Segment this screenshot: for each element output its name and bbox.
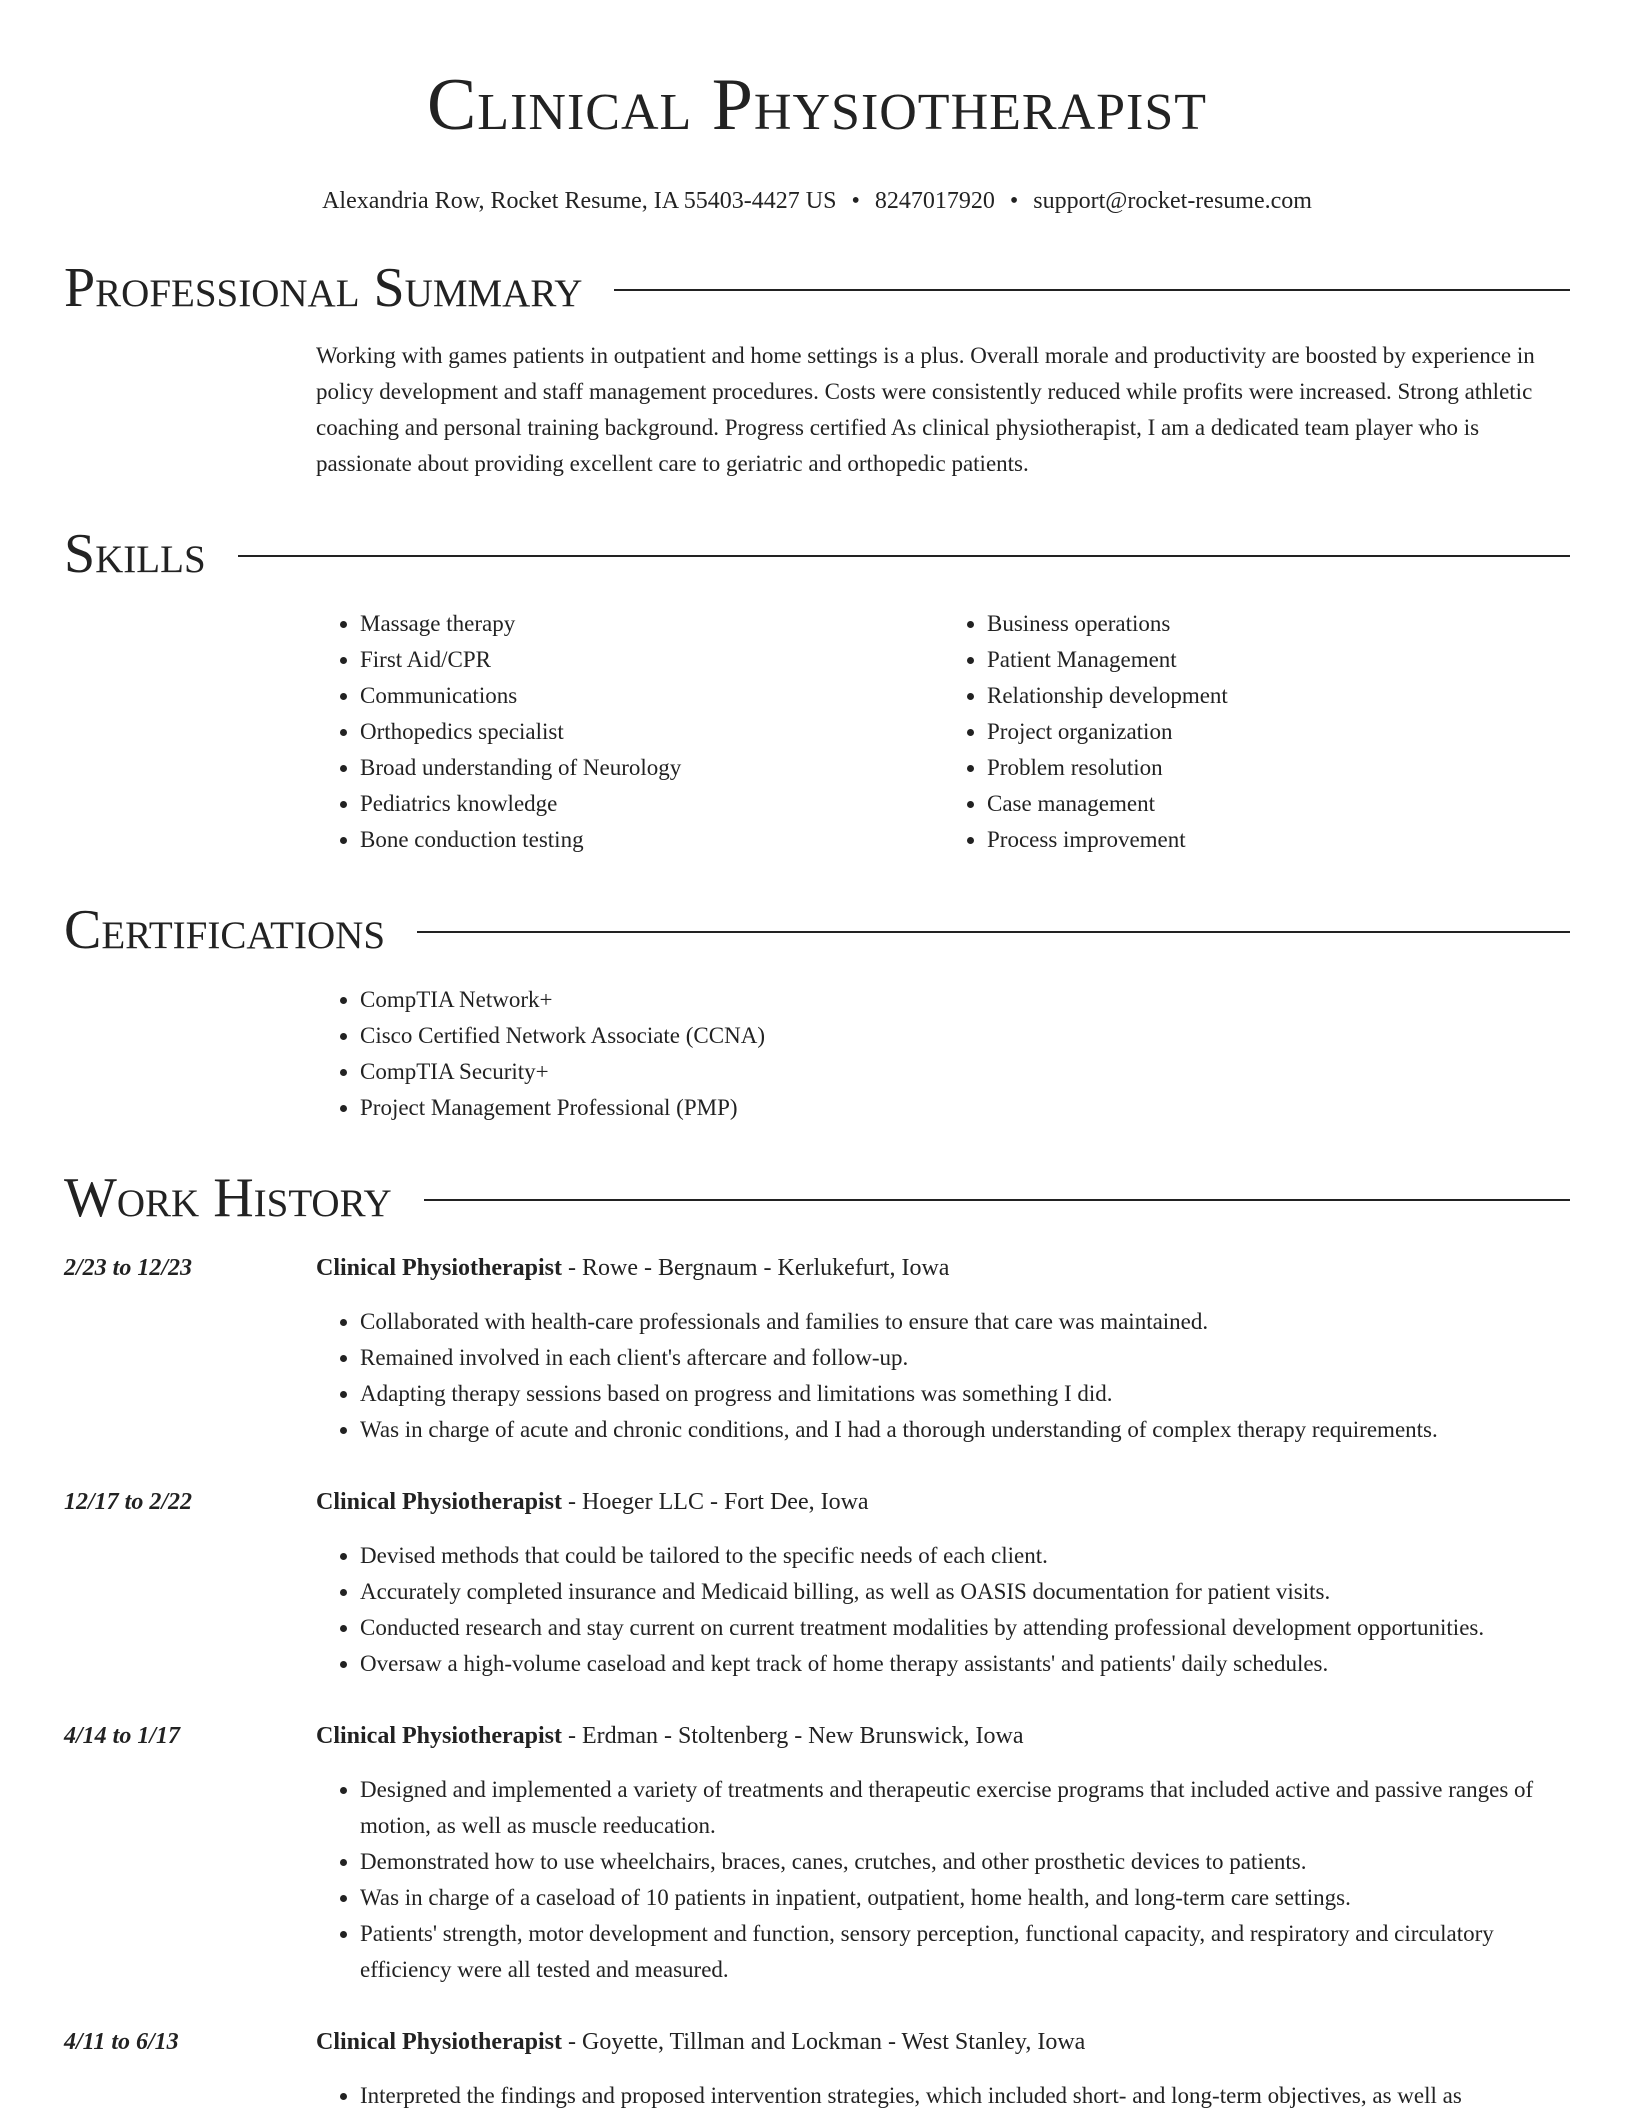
certifications-heading: Certifications [64,899,386,961]
contact-line [64,186,1570,216]
skill-item: • Business operations [987,606,1570,642]
certifications-list [316,982,1570,1126]
job-entry [64,1250,1570,1448]
job-bullets [316,2078,1570,2114]
job-dates: 4/11 to 6/13 [64,2029,179,2055]
section-divider [614,289,1570,291]
job-bullets [316,1304,1570,1448]
job-title-line [316,2024,1570,2060]
section-divider [417,931,1570,933]
certification-item: • CompTIA Network+ [360,982,1570,1018]
job-bullet: • Devised methods that could be tailored to the specific needs of each client. [360,1538,1570,1574]
certifications-section-header [64,900,1570,960]
job-details [316,1718,1570,1988]
job-dates: 12/17 to 2/22 [64,1489,193,1515]
job-bullets [316,1538,1570,1682]
work-history-heading: Work History [64,1167,392,1229]
skills-list-right [943,606,1570,858]
job-title-line [316,1484,1570,1520]
job-title-line [316,1250,1570,1286]
job-bullet: • Adapting therapy sessions based on progress and limitations was something I did. [360,1376,1570,1412]
job-company: - Erdman - Stoltenberg - New Brunswick, Iowa [562,1723,1024,1749]
job-details [316,1250,1570,1448]
skill-item: • Case management [987,786,1570,822]
job-bullet: • Remained involved in each client's aftercare and follow-up. [360,1340,1570,1376]
job-company: - Hoeger LLC - Fort Dee, Iowa [562,1489,869,1515]
job-bullet: • Oversaw a high-volume caseload and kept track of home therapy assistants' and patients' daily schedules. [360,1646,1570,1682]
certification-item: • CompTIA Security+ [360,1054,1570,1090]
contact-separator: • [851,188,860,214]
job-entry [64,2024,1570,2114]
summary-section [316,338,1570,482]
job-company: - Rowe - Bergnaum - Kerlukefurt, Iowa [562,1255,950,1281]
job-bullet: • Was in charge of a caseload of 10 patients in inpatient, outpatient, home health, and long-term care settings. [360,1880,1570,1916]
skill-item: • First Aid/CPR [360,642,943,678]
job-title: Clinical Physiotherapist [316,1255,563,1281]
skills-list-left [316,606,943,858]
job-details [316,1484,1570,1682]
section-divider [424,1199,1570,1201]
job-entry [64,1484,1570,1682]
contact-separator: • [1009,188,1019,214]
skills-heading: Skills [64,523,206,585]
summary-heading: Professional Summary [64,257,583,319]
skill-item: • Communications [360,678,943,714]
skill-item: • Process improvement [987,822,1570,858]
skill-item: • Project organization [987,714,1570,750]
job-title: Clinical Physiotherapist [316,1723,563,1749]
job-bullet: • Accurately completed insurance and Medicaid billing, as well as OASIS documentation for patient visits. [360,1574,1570,1610]
job-bullet: • Demonstrated how to use wheelchairs, braces, canes, crutches, and other prosthetic devices to patients. [360,1844,1570,1880]
job-bullet: • Conducted research and stay current on current treatment modalities by attending professional development opportunities. [360,1610,1570,1646]
summary-section-header [64,258,1570,318]
resume-title: Clinical Physiotherapist [426,64,1208,146]
job-bullet: • Was in charge of acute and chronic conditions, and I had a thorough understanding of complex therapy requirements. [360,1412,1570,1448]
job-bullet: • Designed and implemented a variety of treatments and therapeutic exercise programs that included active and passive ranges of motion, as well as muscle reeducation. [360,1772,1570,1844]
certification-item: • Cisco Certified Network Associate (CCNA) [360,1018,1570,1054]
job-title: Clinical Physiotherapist [316,2029,563,2055]
summary-text: Working with games patients in outpatient and home settings is a plus. Overall morale and productivity are boosted by experience in policy development and staff management procedures. Costs were consistently reduced while profits were increased. Strong athletic coaching and personal training background. Progress certified As clinical physiotherapist, I am a dedicated team player who is passionate about providing excellent care to geriatric and orthopedic patients. [316,343,1535,476]
contact-email: support@rocket-resume.com [1033,188,1312,214]
job-title: Clinical Physiotherapist [316,1489,563,1515]
skill-item: • Bone conduction testing [360,822,943,858]
skill-item: • Orthopedics specialist [360,714,943,750]
job-bullet: • Collaborated with health-care professionals and families to ensure that care was maintained. [360,1304,1570,1340]
job-bullet: • Patients' strength, motor development and function, sensory perception, functional capacity, and respiratory and circulatory efficiency were all tested and measured. [360,1916,1570,1988]
job-bullet: • Interpreted the findings and proposed intervention strategies, which included short- and long-term objectives, as well as [360,2078,1570,2114]
certification-item: • Project Management Professional (PMP) [360,1090,1570,1126]
job-dates: 2/23 to 12/23 [64,1255,193,1281]
job-entry [64,1718,1570,1988]
work-history-section-header [64,1168,1570,1228]
job-bullets [316,1772,1570,1988]
skills-section-header [64,524,1570,584]
contact-address: Alexandria Row, Rocket Resume, IA 55403-4427 US [322,188,837,214]
job-company: - Goyette, Tillman and Lockman - West Stanley, Iowa [562,2029,1086,2055]
certifications-section [316,982,1570,1126]
contact-phone: 8247017920 [874,188,995,214]
skill-item: • Pediatrics knowledge [360,786,943,822]
job-details [316,2024,1570,2114]
job-dates: 4/14 to 1/17 [64,1723,181,1749]
section-divider [238,555,1570,557]
skill-item: • Massage therapy [360,606,943,642]
skill-item: • Patient Management [987,642,1570,678]
skill-item: • Relationship development [987,678,1570,714]
skill-item: • Problem resolution [987,750,1570,786]
skills-section [316,606,1570,858]
skill-item: • Broad understanding of Neurology [360,750,943,786]
job-title-line [316,1718,1570,1754]
